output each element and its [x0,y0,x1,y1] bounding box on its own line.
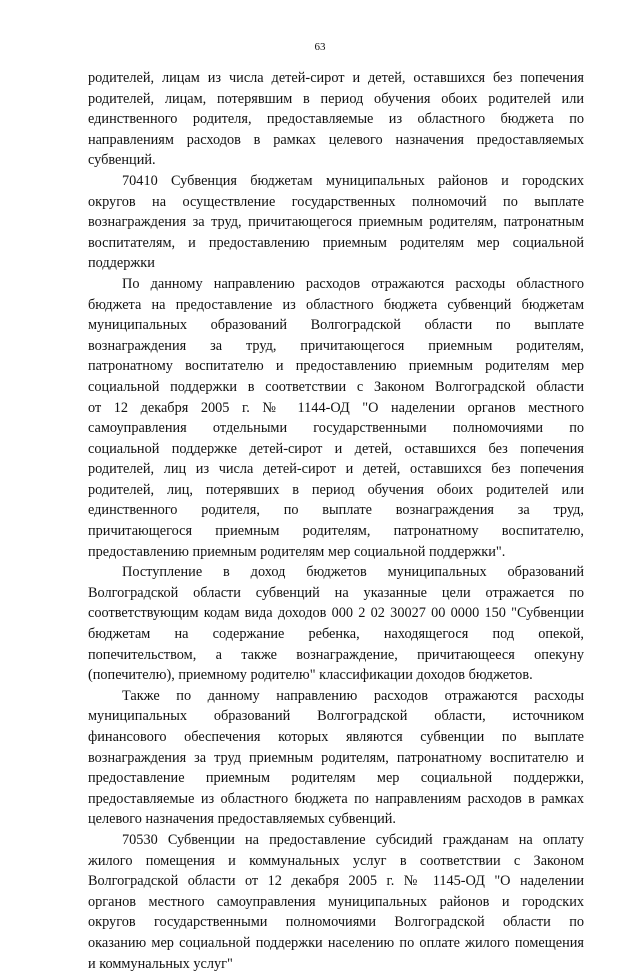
text-line: жилого помещения и коммунальных услуг в соответствии с Законом [88,852,584,869]
text-line: и коммунальных услуг" [88,955,233,972]
document-body [88,68,584,974]
text-line: Волгоградской области субвенций на указанные цели отражается по [88,584,584,601]
text-line: соответствующим кодам вида доходов 000 2 02 30027 00 0000 150 "Субвенции [88,605,584,622]
text-line: субвенций. [88,152,156,169]
text-line: родителей, лиц, потерявших в период обучения обоих родителей или [88,481,584,498]
text-line: (попечителю), приемному родителю" классификации доходов бюджетов. [88,667,533,684]
text-line: родителей, лицам, потерявшим в период обучения обоих родителей или [88,90,584,107]
text-line: социальной поддержки в соответствии с Законом Волгоградской области [88,378,584,395]
text-line: вознаграждения за труд приемным родителям, патронатному воспитателю и [88,749,584,766]
text-line: муниципальных образований Волгоградской области по выплате [88,317,584,334]
text-line: 70530 Субвенции на предоставление субсидий гражданам на оплату [122,831,584,848]
paragraph [88,562,584,686]
paragraph [88,274,584,562]
text-line: воспитателям, и предоставлению приемным родителям мер социальной [88,234,584,251]
page-number: 63 [314,41,326,53]
text-line: патронатному воспитателю и предоставлению приемным родителям мер [88,358,584,375]
text-line: единственного родителя, по выплате вознаграждения за труд, [88,502,584,519]
text-line: поддержки [88,255,155,272]
text-line: муниципальных образований Волгоградской области, источником [88,708,584,725]
text-line: Поступление в доход бюджетов муниципальных образований [122,564,584,581]
text-line: оказанию мер социальной поддержки населению по оплате жилого помещения [88,934,584,951]
text-line: 70410 Субвенция бюджетам муниципальных районов и городских [122,172,584,189]
text-line: направлениям расходов в рамках целевого назначения предоставляемых [88,131,584,148]
text-line: причитающегося приемным родителям, патронатному воспитателю, [88,523,584,540]
text-line: попечительством, а также вознаграждение, причитающееся опекуну [88,646,584,663]
text-line: Также по данному направлению расходов отражаются расходы [122,687,584,704]
text-line: вознаграждения за труд, причитающегося приемным родителям, патронатным [88,214,584,231]
text-line: предоставлению приемным родителям мер социальной поддержки". [88,543,506,560]
text-line: предоставляемые из областного бюджета по направлениям расходов в рамках [88,790,584,807]
text-line: предоставление приемным родителям мер социальной поддержки, [88,770,584,787]
text-line: финансового обеспечения которых являются субвенции по выплате [88,729,584,745]
text-line: единственного родителя, предоставляемые из областного бюджета по [88,111,584,128]
text-line: социальной поддержке детей-сирот и детей, оставшихся без попечения [88,440,584,457]
text-line: родителей, лицам из числа детей-сирот и детей, оставшихся без попечения [88,70,584,86]
text-line: округов на осуществление государственных полномочий по выплате [88,193,584,210]
text-line: округов государственными полномочиями Волгоградской области по [88,914,584,931]
paragraph [88,686,584,830]
text-line: По данному направлению расходов отражаются расходы областного [122,275,584,292]
text-line: целевого назначения предоставляемых субвенций. [88,811,396,828]
paragraph [88,68,584,171]
text-line: бюджетам на содержание ребенка, находящегося под опекой, [88,626,584,643]
paragraph [88,171,584,274]
text-line: от 12 декабря 2005 г. № 1144-ОД "О наделении органов местного [88,399,584,416]
text-line: вознаграждения за труд, причитающегося приемным родителям, [88,337,584,354]
text-line: родителей, лиц из числа детей-сирот и детей, оставшихся без попечения [88,461,584,478]
text-line: Волгоградской области от 12 декабря 2005 г. № 1145-ОД "О наделении [88,873,584,890]
paragraph [88,830,584,974]
text-line: самоуправления отдельными государственными полномочиями по [88,420,584,437]
text-line: органов местного самоуправления муниципальных районов и городских [88,893,584,910]
text-line: бюджета на предоставление из областного бюджета субвенций бюджетам [88,296,584,313]
